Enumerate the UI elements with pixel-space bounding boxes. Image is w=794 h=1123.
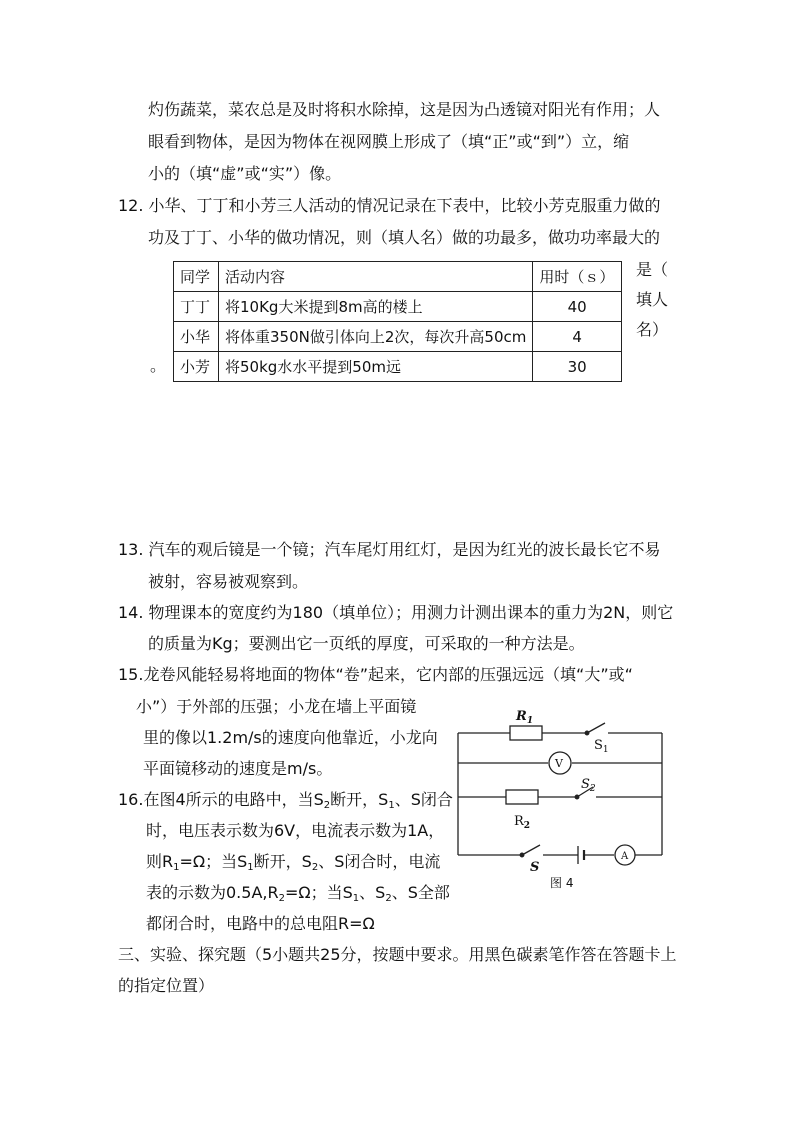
table-cell: 小华 [174,322,219,352]
activity-table [173,261,622,382]
switch-s1-blade [587,723,605,733]
table-header: 同学 [174,262,219,292]
table-cell: 将体重350N做引体向上2次，每次升高50cm [219,322,533,352]
switch-s-blade [522,845,540,855]
table-cell: 小芳 [174,352,219,382]
q11-line-2: 眼看到物体，是因为物体在视网膜上形成了（填“正”或“到”）立，缩 [148,132,630,151]
r1-label: $R_1$ [516,709,534,726]
table-row [174,292,622,322]
table-header: 活动内容 [219,262,533,292]
table-cell: 30 [533,352,622,382]
section3-line-1: 三、实验、探究题（5小题共25分，按题中要求。用黑色碳素笔作答在答题卡上 [118,945,677,964]
table-header: 用时（ｓ） [533,262,622,292]
q12-line-1: 12. 小华、丁丁和小芳三人活动的情况记录在下表中，比较小芳克服重力做的 [118,196,661,215]
q15-line-4: 平面镜移动的速度是m/s。 [143,759,333,778]
q14-line-2: 的质量为Kg；要测出它一页纸的厚度，可采取的一种方法是。 [148,634,585,653]
table-cell: 40 [533,292,622,322]
voltmeter-label: V [555,757,563,770]
table-cell: 4 [533,322,622,352]
q12-period: 。 [150,356,167,375]
s1-label: $S_1$ [594,738,609,755]
q16-line-2: 时，电压表示数为6V，电流表示数为1A， [146,821,445,840]
table-header-row [174,262,622,292]
s-label: S [530,860,540,875]
q16-line-3: 则$R_1=\Omega$；当$S_1$断开，$S_2$、S闭合时，电流 [146,852,441,873]
q15-line-2: 小”）于外部的压强；小龙在墙上平面镜 [136,697,417,716]
q11-line-1: 灼伤蔬菜，菜农总是及时将积水除掉，这是因为凸透镜对阳光有作用；人 [148,100,661,119]
q16-line-5: 都闭合时，电路中的总电阻R=Ω [146,914,375,933]
q13-line-2: 被射，容易被观察到。 [148,572,309,591]
q13-line-1: 13. 汽车的观后镜是一个镜；汽车尾灯用红灯，是因为红光的波长最长它不易 [118,540,661,559]
q12-side-text-2: 填人 [636,290,669,309]
resistor-r2 [506,790,538,804]
q12-line-2: 功及丁丁、小华的做功情况，则（填人名）做的功最多，做功功率最大的 [148,228,661,247]
table-cell: 将50kg水水平提到50m远 [219,352,533,382]
q16-line-4: 表的示数为$0.5A,R_2=\Omega$；当$S_1$、$S_2$、S全部 [146,883,450,904]
table-cell: 丁丁 [174,292,219,322]
r2-label: $R_2$ [514,814,531,831]
table-row [174,322,622,352]
q11-line-3: 小的（填“虚”或“实”）像。 [148,164,342,183]
q15-line-3: 里的像以1.2m/s的速度向他靠近，小龙向 [143,728,438,747]
circuit-diagram [450,705,670,895]
q15-line-1: 15.龙卷风能轻易将地面的物体“卷”起来，它内部的压强远远（填“大”或“ [118,665,633,684]
ammeter-label: A [621,851,629,862]
section3-line-2: 的指定位置） [118,976,215,995]
resistor-r1 [510,726,542,740]
figure-caption: 图 4 [550,876,574,890]
q12-side-text-3: 名） [636,320,669,339]
q16-line-1: 16.在图4所示的电路中，当$S_2$断开，$S_1$、S闭合 [118,790,453,811]
table-cell: 将10Kg大米提到8m高的楼上 [219,292,533,322]
s2-label: $S_2$ [581,777,596,794]
q14-line-1: 14. 物理课本的宽度约为180（填单位）；用测力计测出课本的重力为2N，则它 [118,603,674,622]
table-row [174,352,622,382]
q12-side-text-1: 是（ [636,260,669,279]
